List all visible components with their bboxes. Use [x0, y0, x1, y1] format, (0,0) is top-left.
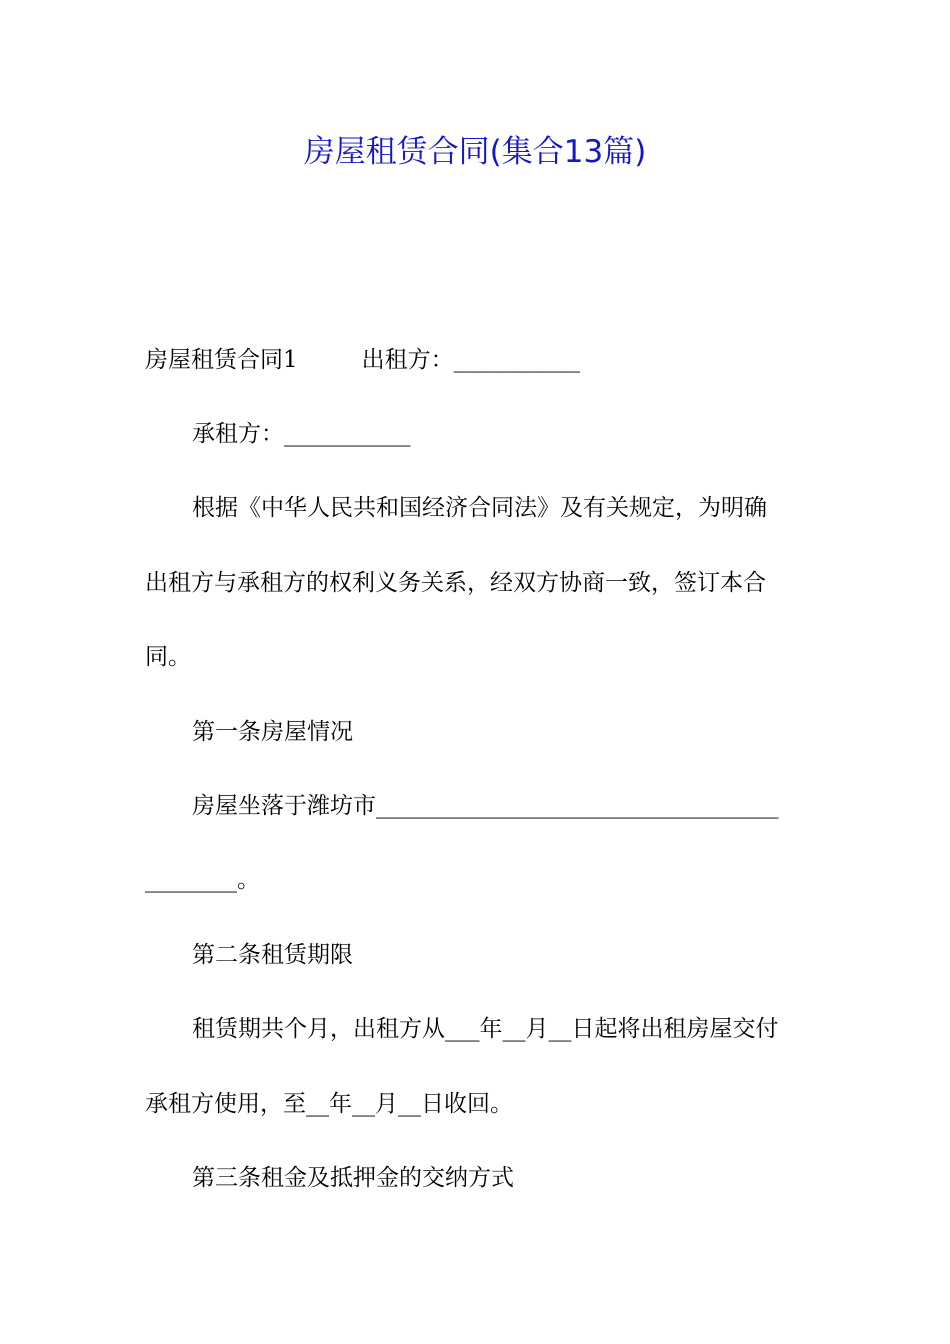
- body-paragraph-line: 同。: [145, 644, 191, 670]
- lease-term-line-continued: 承租方使用，至__年__月__日收回。: [145, 1091, 513, 1117]
- property-location-line: 房屋坐落于潍坊市___________________________________: [192, 793, 779, 819]
- property-location-line-continued: ________。: [145, 867, 260, 893]
- body-paragraph-line: 根据《中华人民共和国经济合同法》及有关规定，为明确: [192, 495, 767, 521]
- body-line-1: [145, 344, 580, 376]
- document-title: 房屋租赁合同(集合13篇): [303, 134, 647, 170]
- section-heading-1: 第一条房屋情况: [192, 719, 353, 745]
- lease-term-line: 租赁期共个月，出租方从___年__月__日起将出租房屋交付: [192, 1016, 779, 1042]
- lessor-field: 出租方：___________: [361, 347, 581, 373]
- section-heading-2: 第二条租赁期限: [192, 942, 353, 968]
- section-heading-3: 第三条租金及抵押金的交纳方式: [192, 1165, 514, 1191]
- lessee-field: 承租方：___________: [192, 421, 411, 447]
- contract-heading: 房屋租赁合同1: [145, 347, 298, 373]
- body-paragraph-line: 出租方与承租方的权利义务关系，经双方协商一致，签订本合: [145, 570, 766, 596]
